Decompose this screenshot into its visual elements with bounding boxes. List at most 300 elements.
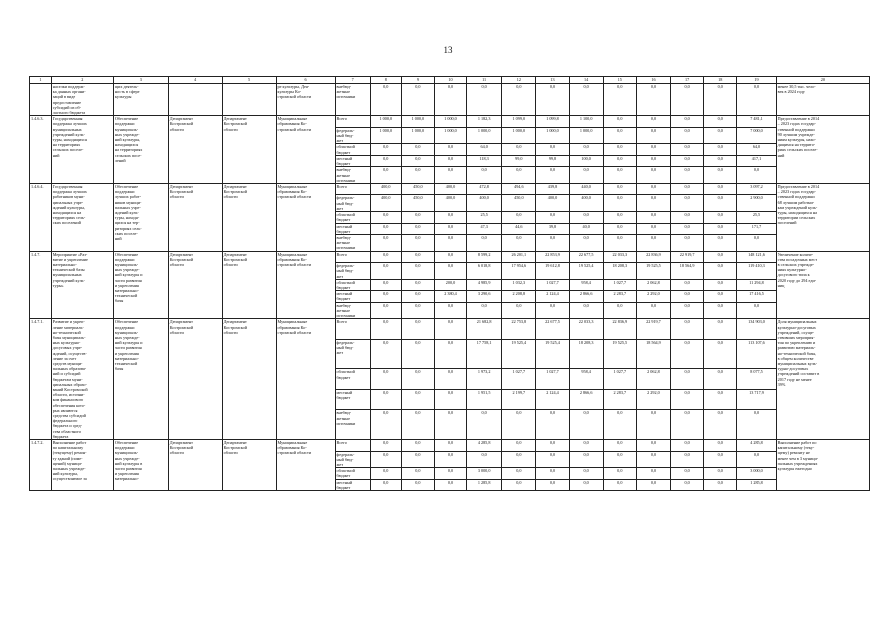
funding-value: 0,0 [502,440,536,452]
funding-value: 0,0 [603,302,636,319]
funding-value: 1 000,0 [434,116,466,128]
funding-value: 44,6 [502,223,536,235]
measure-goal: щих деятель- ность в сфере культуры [113,84,168,116]
funding-value: 2 900,0 [737,195,776,212]
funding-value: 0,0 [467,451,502,468]
funding-value: 0,0 [636,468,670,480]
funding-value: 0,0 [401,235,434,252]
funding-value: 0,0 [401,339,434,369]
funding-value: 0,0 [370,155,401,167]
funding-value: 0,0 [434,410,466,440]
funding-value: 0,0 [704,167,737,184]
measure-goal: Обеспечение поддержки муниципаль- ных учрежде- ний культуры и части развития и укрепления материально- технической базы [113,251,168,319]
funding-value: 200,0 [434,279,466,291]
column-number: 12 [502,77,536,84]
expected-result: менее 30,5 тыс. чело- век в 2024 году [776,84,869,116]
funding-value: 2 124,4 [536,389,569,409]
funding-value: 0,0 [370,302,401,319]
measure-name: Государственная поддержка лучших работников муни- ципальных учре- ждений культуры, находящихся на территориях сель- ских поселений [51,183,113,251]
funding-value: 0,0 [401,369,434,389]
column-number: 13 [536,77,569,84]
funding-value: 0,0 [434,167,466,184]
funding-value: 0,0 [401,410,434,440]
funding-value: 17 954,6 [502,263,536,280]
funding-value: 0,0 [502,479,536,491]
funding-value: 0,0 [370,251,401,263]
table-row [30,183,870,195]
funding-value: 0,0 [536,468,569,480]
funding-value: 2 292,0 [636,389,670,409]
state-customer: Департамент Костромской области [222,440,276,491]
funding-value: 25,5 [467,212,502,224]
funding-value: 1 099,8 [536,116,569,128]
funding-value: 22 853,9 [536,251,569,263]
column-number: 16 [636,77,670,84]
funding-value: 450,0 [502,195,536,212]
responsible-executor: Департамент Костромской области [168,251,222,319]
funding-value: 0,0 [401,223,434,235]
funding-value: 22 919,7 [636,319,670,339]
funding-value: 0,0 [671,479,704,491]
funding-value: 0,0 [434,223,466,235]
column-number: 19 [737,77,776,84]
funding-value: 2 283,7 [603,389,636,409]
funding-value: 0,0 [401,167,434,184]
funding-value: 22 677,5 [536,319,569,339]
funding-value: 0,0 [434,468,466,480]
funding-source: Всего [335,183,370,195]
funding-value: 0,0 [603,127,636,144]
funding-value: 0,0 [569,144,603,156]
funding-value: 0,0 [671,212,704,224]
funding-value: 0,0 [737,302,776,319]
funding-value: 494,6 [502,183,536,195]
funding-value: 0,0 [636,440,670,452]
funding-value: 2 292,0 [636,291,670,303]
funding-value: 400,0 [467,195,502,212]
funding-value: 0,0 [434,84,466,116]
funding-value: 1 032,3 [502,279,536,291]
participants: Муниципальные образования Ко- стромской области [276,183,335,251]
funding-value: 440,0 [569,183,603,195]
funding-value: 1 000,0 [370,116,401,128]
funding-value: 0,0 [636,155,670,167]
funding-value: 0,0 [370,479,401,491]
funding-value: 0,0 [603,451,636,468]
funding-value: 0,0 [467,167,502,184]
funding-value: 0,0 [671,468,704,480]
funding-value: 0,0 [434,263,466,280]
column-number: 4 [168,77,222,84]
funding-value: 0,0 [536,302,569,319]
funding-value: 400,0 [370,195,401,212]
funding-value: 0,0 [704,212,737,224]
program-table [29,76,870,491]
funding-value: 1 285,8 [737,479,776,491]
measure-name: Развитие и укреп- ление материаль- но-технической базы муниципаль- ных культурно- досуговых учре- ждений, осуществ- ление за счет средств муници- пальных образова- ний и субсидий бюджетам муни- ципальных образо- ваний Костромской области, источни- ком финансового обеспечения кото- рых являются средства субсидий федерального бюджета и сред- ства областного бюджета [51,319,113,440]
funding-value: 7 000,0 [737,127,776,144]
funding-value: 0,0 [603,479,636,491]
funding-value: 0,0 [370,291,401,303]
funding-value: 0,0 [636,183,670,195]
funding-source: местный бюджет [335,223,370,235]
funding-value: 2 062,8 [636,279,670,291]
funding-value: 22 033,3 [603,251,636,263]
funding-value: 0,0 [603,440,636,452]
funding-value: 1 000,0 [434,127,466,144]
funding-source: Всего [335,440,370,452]
funding-value: 99,0 [502,155,536,167]
column-number: 9 [401,77,434,84]
funding-value: 0,0 [636,302,670,319]
funding-value: 0,0 [434,235,466,252]
funding-value: 1 027,7 [603,369,636,389]
column-number: 7 [335,77,370,84]
funding-value: 0,0 [603,195,636,212]
funding-value: 0,0 [737,410,776,440]
funding-value: 40,0 [569,223,603,235]
funding-value: 0,0 [370,235,401,252]
funding-source: областной бюджет [335,144,370,156]
funding-value: 1 027,7 [536,279,569,291]
funding-value: 1 000,0 [401,116,434,128]
funding-value: 1 285,8 [467,479,502,491]
funding-value: 0,0 [370,468,401,480]
funding-value: 0,0 [671,339,704,369]
funding-value: 0,0 [704,195,737,212]
responsible-executor: Департамент Костромской области [168,116,222,184]
funding-value: 0,0 [569,167,603,184]
funding-value: 2 199,7 [502,389,536,409]
item-number: 1.4.7.1. [30,319,52,440]
funding-value: 0,0 [704,263,737,280]
participants: Муниципальные образования Ко- стромской области [276,319,335,440]
column-number: 2 [51,77,113,84]
measure-name: Мероприятие «Раз- витие и укрепление материально- технической базы муниципальных учреждений куль- туры» [51,251,113,319]
funding-value: 0,0 [603,116,636,128]
funding-value: 417,1 [737,155,776,167]
funding-value: 0,0 [434,144,466,156]
funding-value: 1 000,0 [502,127,536,144]
table-row [30,251,870,263]
funding-value: 0,0 [636,223,670,235]
state-customer: Департамент Костромской области [222,319,276,440]
column-number: 5 [222,77,276,84]
funding-value: 0,0 [671,195,704,212]
funding-value: 0,0 [434,339,466,369]
funding-value: 0,0 [536,410,569,440]
funding-value: 2 062,8 [636,369,670,389]
funding-value: 0,0 [636,451,670,468]
expected-result: Увеличение количе- ства посадочных мест в сельских учрежде- ниях культурно- досугового типа к 2020 году до 294 еди- ниц [776,251,869,319]
column-number: 3 [113,77,168,84]
funding-value: 1 027,7 [502,369,536,389]
responsible-executor: Департамент Костромской области [168,319,222,440]
column-number: 20 [776,77,869,84]
funding-value: 0,0 [370,369,401,389]
funding-source: областной бюджет [335,468,370,480]
funding-value: 400,0 [569,195,603,212]
funding-value: 2 283,7 [603,291,636,303]
funding-value: 2 866,6 [569,389,603,409]
funding-value: 22 836,9 [603,319,636,339]
funding-value: 0,0 [401,302,434,319]
funding-value: 1 000,0 [536,127,569,144]
item-number: 1.4.6.4. [30,183,52,251]
funding-value: 2 124,4 [536,291,569,303]
funding-value: 0,0 [467,302,502,319]
funding-value: 64,0 [737,144,776,156]
funding-value: 171,7 [737,223,776,235]
funding-value: 400,0 [370,183,401,195]
funding-value: 0,0 [370,319,401,339]
funding-value: 0,0 [569,235,603,252]
funding-value: 0,0 [671,235,704,252]
funding-value: 0,0 [737,167,776,184]
funding-value: 0,0 [636,195,670,212]
funding-value: 8 077,5 [737,369,776,389]
funding-value: 2 866,6 [569,291,603,303]
funding-value: 1 027,7 [536,369,569,389]
continuation-row [30,84,870,116]
funding-value: 3 000,0 [467,468,502,480]
funding-value: 450,0 [401,183,434,195]
funding-source: местный бюджет [335,155,370,167]
funding-value: 0,0 [434,212,466,224]
funding-value: 0,0 [671,389,704,409]
funding-value: 1 027,7 [603,279,636,291]
funding-value: 3 000,0 [737,468,776,480]
funding-value: 0,0 [401,144,434,156]
measure-name: населки поддерж- ка данных органи- заций в виде предоставление субсидий из об- ластного бюджета [51,84,113,116]
funding-value: 134 903,0 [737,319,776,339]
funding-value: 0,0 [401,291,434,303]
funding-value: 0,0 [536,84,569,116]
table-row [30,116,870,128]
funding-value: 0,0 [603,144,636,156]
funding-value: 0,0 [704,235,737,252]
funding-value: 0,0 [737,235,776,252]
funding-value: 1 000,0 [401,127,434,144]
funding-source: внебюд- жетные источники [335,302,370,319]
column-number: 6 [276,77,335,84]
funding-value: 1 000,0 [467,127,502,144]
funding-value: 2 208,8 [502,291,536,303]
funding-value: 0,0 [704,369,737,389]
funding-value: 0,0 [569,410,603,440]
cell-customer [222,84,276,116]
expected-result: Предоставление в 2014 – 2023 годах государ- ственной поддержки 68 лучшим работни- кам учреждений куль- туры, находящихся на территории сельских поселений [776,183,869,251]
funding-value: 119 410,3 [737,263,776,280]
funding-source: федераль- ный бюд- жет [335,451,370,468]
funding-value: 0,0 [704,291,737,303]
item-number: 1.4.7. [30,251,52,319]
funding-value: 0,0 [704,223,737,235]
funding-source: внебюд- жетные источники [335,167,370,184]
funding-value: 0,0 [401,319,434,339]
funding-value: 0,0 [671,410,704,440]
funding-value: 958,4 [569,279,603,291]
expected-result: Выполнение работ по капитальному (теку- щему) ремонту не менее чем в 3 муници- пальных учреждениях культуры ежегодно [776,440,869,491]
funding-value: 19 525,5 [603,339,636,369]
funding-value: 0,0 [370,263,401,280]
funding-value: 0,0 [370,84,401,116]
funding-source: местный бюджет [335,291,370,303]
funding-value: 18 208,3 [603,263,636,280]
funding-value: 0,0 [502,410,536,440]
funding-value: 0,0 [401,279,434,291]
participants: Муниципальные образования Ко- стромской области [276,116,335,184]
funding-value: 0,0 [704,339,737,369]
funding-value: 0,0 [370,440,401,452]
funding-value: 0,0 [671,223,704,235]
funding-value: 4 285,8 [467,440,502,452]
funding-value: 0,0 [401,479,434,491]
funding-value: 0,0 [536,144,569,156]
funding-value: 148 121,6 [737,251,776,263]
table-row [30,319,870,339]
funding-source: областной бюджет [335,279,370,291]
measure-goal: Обеспечение поддержки муниципаль- ных учрежде- ний культуры в части развития и укрепления материально- [113,440,168,491]
funding-value: 22 836,9 [636,251,670,263]
column-numbers-row [30,77,870,84]
funding-value: 0,0 [401,440,434,452]
funding-value: 100,0 [569,155,603,167]
funding-value: 0,0 [636,127,670,144]
funding-value: 4 285,8 [737,440,776,452]
funding-value: 400,0 [434,183,466,195]
funding-value: 0,0 [569,479,603,491]
funding-value: 0,0 [370,167,401,184]
state-customer: Департамент Костромской области [222,116,276,184]
funding-value: 19 525,5 [636,263,670,280]
funding-value: 0,0 [370,279,401,291]
funding-value: 18 208,3 [569,339,603,369]
funding-value: 0,0 [401,155,434,167]
funding-value: 0,0 [704,279,737,291]
funding-source: Всего [335,319,370,339]
funding-value: 0,0 [536,167,569,184]
funding-value: 0,0 [434,479,466,491]
funding-value: 0,0 [401,389,434,409]
cell-executor [168,84,222,116]
funding-value: 0,0 [536,479,569,491]
funding-value: 0,0 [704,144,737,156]
funding-value: 0,0 [401,263,434,280]
funding-value: 0,0 [671,116,704,128]
funding-value: 0,0 [502,451,536,468]
funding-value: 19 525,4 [536,339,569,369]
funding-value: 0,0 [671,155,704,167]
funding-value: 21 682,8 [467,319,502,339]
funding-value: 1 000,0 [370,127,401,144]
measure-goal: Обеспечение поддержки муниципаль- ных учрежде- ний культуры, находящихся на территориях сельских посе- лений [113,116,168,184]
funding-value: 7 481,1 [737,116,776,128]
funding-value: 0,0 [502,167,536,184]
funding-value: 0,0 [671,451,704,468]
funding-value: 0,0 [502,212,536,224]
funding-value: 0,0 [671,369,704,389]
funding-value: 0,0 [704,479,737,491]
funding-value: 22 677,5 [569,251,603,263]
funding-value: 0,0 [636,479,670,491]
measure-name: Выполнение работ по капитальному (текущему) ремон- ту зданий (поме- щений) муници- пальных учрежде- ний культуры, осуществляемое за [51,440,113,491]
funding-value: 0,0 [434,440,466,452]
funding-value: 1 100,0 [569,116,603,128]
funding-value: 0,0 [704,302,737,319]
funding-value: 18 564,9 [671,263,704,280]
item-number: 1.4.7.2. [30,440,52,491]
funding-value: 958,4 [569,369,603,389]
funding-source: областной бюджет [335,369,370,389]
funding-value: 0,0 [636,144,670,156]
cell-participants: ре культуры, Дея- культуры Ко- стромской области [276,84,335,116]
funding-value: 0,0 [603,167,636,184]
funding-value: 0,0 [370,389,401,409]
participants: Муниципальные образования Ко- стромской области [276,251,335,319]
column-number: 17 [671,77,704,84]
funding-value: 25,5 [737,212,776,224]
funding-value: 19 525,4 [569,263,603,280]
column-number: 15 [603,77,636,84]
funding-value: 0,0 [502,235,536,252]
funding-value: 0,0 [401,451,434,468]
funding-value: 0,0 [671,302,704,319]
page-number: 13 [443,45,453,55]
funding-value: 0,0 [603,84,636,116]
funding-value: 118,3 [467,155,502,167]
funding-value: 0,0 [704,451,737,468]
funding-value: 0,0 [671,144,704,156]
funding-value: 0,0 [434,155,466,167]
funding-value: 113 107,6 [737,339,776,369]
funding-value: 0,0 [536,451,569,468]
funding-value: 400,0 [434,195,466,212]
funding-source: внебюд- жетные источники [335,84,370,116]
funding-value: 0,0 [737,84,776,116]
funding-value: 0,0 [434,389,466,409]
funding-value: 0,0 [434,319,466,339]
funding-value: 0,0 [671,167,704,184]
funding-value: 2 380,4 [434,291,466,303]
funding-source: федераль- ный бюд- жет [335,195,370,212]
funding-value: 0,0 [671,440,704,452]
funding-value: 0,0 [401,468,434,480]
expected-result: Предоставление в 2014 – 2023 годах государ- ственной поддержки 90 лучшим учрежде- ниям культуры, нахо- дящимся на террито- риях сельских поселе- ний [776,116,869,184]
responsible-executor: Департамент Костромской области [168,183,222,251]
funding-value: 0,0 [536,212,569,224]
funding-value: 6 018,8 [467,263,502,280]
funding-value: 0,0 [603,183,636,195]
state-customer: Департамент Костромской области [222,251,276,319]
funding-value: 0,0 [704,410,737,440]
funding-value: 0,0 [636,235,670,252]
funding-value: 22 753,8 [502,319,536,339]
funding-value: 0,0 [704,440,737,452]
funding-value: 0,0 [401,212,434,224]
funding-value: 0,0 [704,319,737,339]
column-number: 8 [370,77,401,84]
funding-value: 0,0 [704,251,737,263]
funding-value: 13 717,9 [737,389,776,409]
cell-number [30,84,52,116]
funding-value: 0,0 [704,183,737,195]
funding-source: внебюд- жетные источники [335,235,370,252]
funding-value: 0,0 [401,251,434,263]
funding-value: 0,0 [671,127,704,144]
funding-value: 0,0 [467,410,502,440]
expected-result: Доля муниципальных культурно-досуговых учреждений, осуще- ствивших мероприя- тия по укреплению и развитию материаль- но-технической базы, в общем количестве муниципальных куль- турно-досуговых учреждений составит в 2017 году не менее 39% [776,319,869,440]
